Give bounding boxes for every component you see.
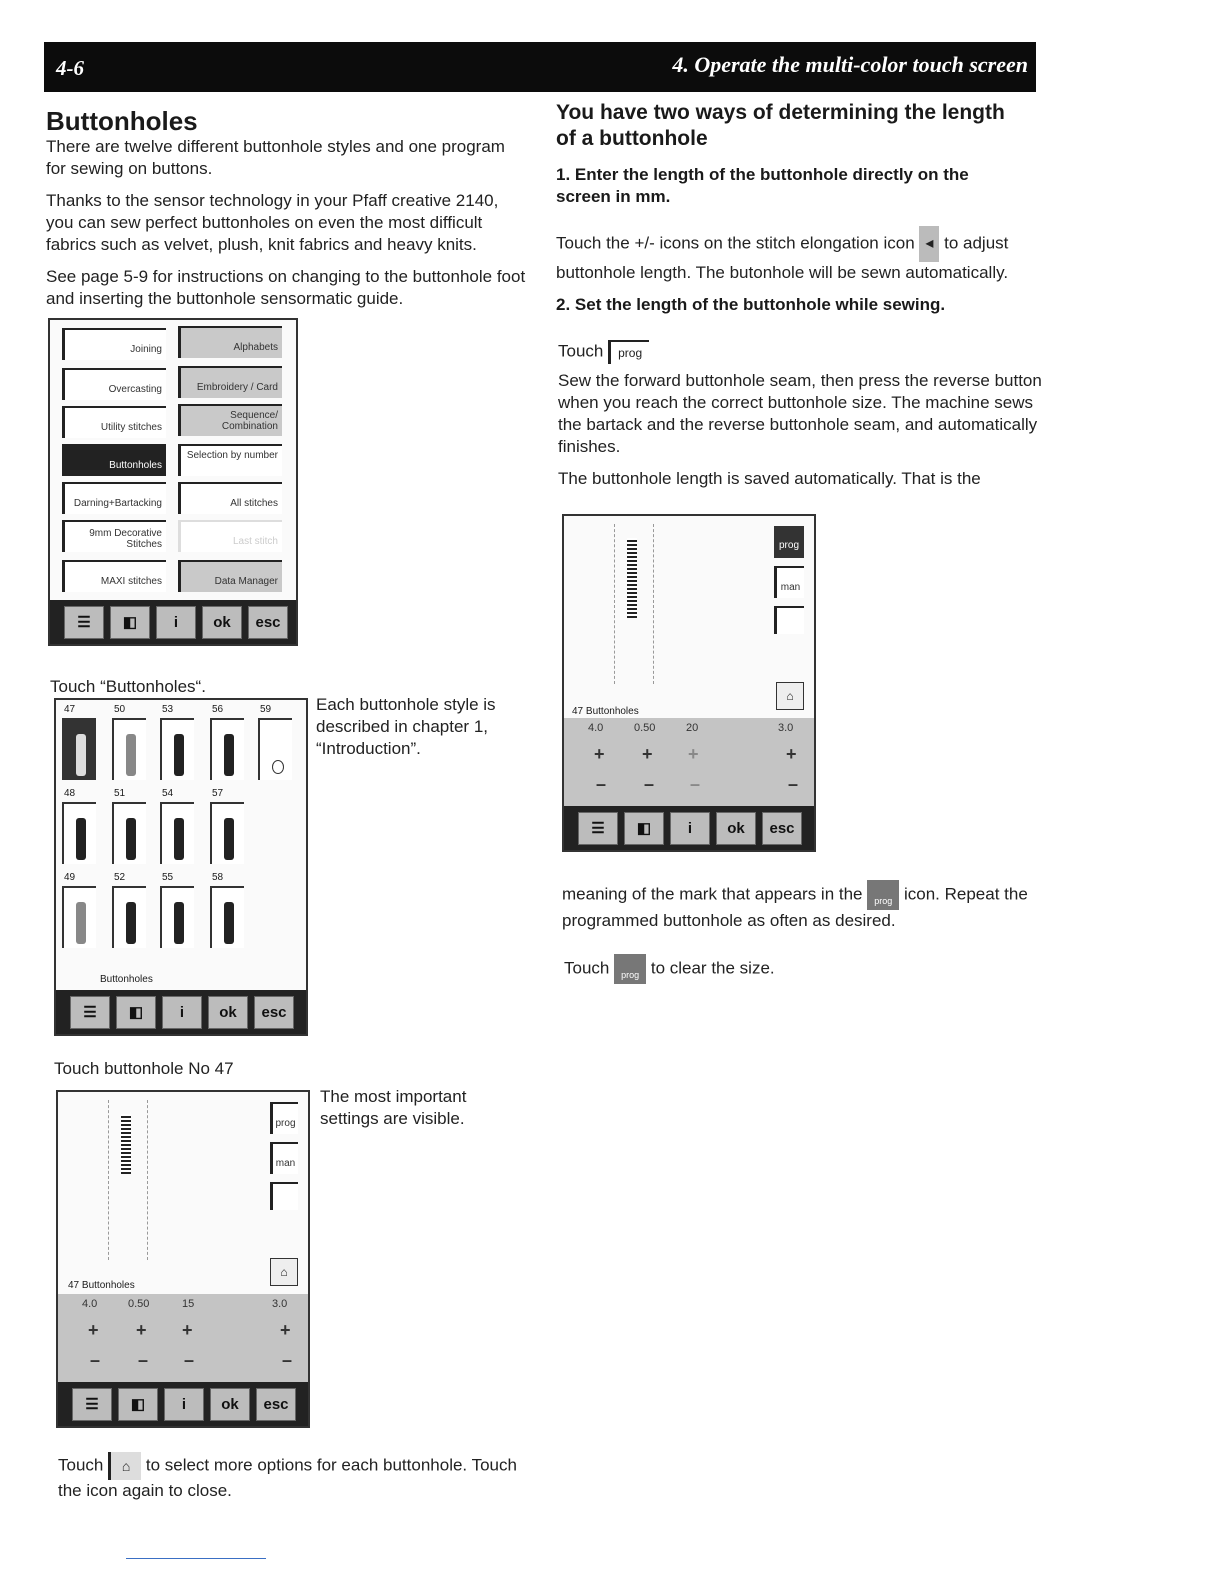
options-icon[interactable]: ⌂ [776,682,804,710]
window-icon[interactable]: ◧ [624,812,664,845]
ok-icon[interactable]: ok [716,812,756,845]
tension-value: 3.0 [272,1298,288,1310]
caption-options: Touch ⌂ to select more options for each buttonhole. Touch the icon again to close. [58,1452,518,1502]
buttonhole-53[interactable]: 53 [160,718,194,780]
menu-icon[interactable]: ☰ [72,1388,112,1421]
minus-icon[interactable]: – [138,1350,149,1370]
selection-by-number-button[interactable]: Selection by number [178,444,282,476]
plus-icon[interactable]: + [642,744,653,764]
plus-icon[interactable]: + [182,1320,193,1340]
stitch-width-value: 4.0 [82,1298,98,1310]
section-title: Buttonholes [46,106,198,136]
buttonhole-stitch-icon [121,1114,131,1174]
joining-button[interactable]: Joining [62,328,166,360]
info-icon[interactable]: i [162,996,202,1029]
info-icon[interactable]: i [156,606,196,639]
prog-mark-icon: prog [867,880,899,910]
options-icon[interactable]: ⌂ [270,1258,298,1286]
prog-clear-icon: prog [614,954,646,984]
buttonhole-49[interactable]: 49 [62,886,96,948]
paragraph: Thanks to the sensor technology in your Pfaff creative 2140, you can sew perfect buttonholes on even the most difficult fabrics such as velvet, plush, knit fabrics and heavy knits. [46,191,499,254]
mode-button[interactable] [774,606,804,634]
buttonhole-57[interactable]: 57 [210,802,244,864]
clear-size-text: Touch prog to clear the size. [564,954,775,984]
buttonhole-58[interactable]: 58 [210,886,244,948]
last-stitch-button[interactable]: Last stitch [178,520,282,552]
tension-value: 3.0 [778,722,794,734]
prog-button[interactable]: prog [774,526,804,558]
sequence-combination-button[interactable]: Sequence/ Combination [178,404,282,436]
plus-icon[interactable]: + [786,744,797,764]
screen-label: 47 Buttonholes [572,706,639,717]
utility-stitches-button[interactable]: Utility stitches [62,406,166,438]
stitch-length-value: 0.50 [128,1298,150,1310]
screen-toolbar [58,1382,308,1426]
paragraph: There are twelve different buttonhole styles and one program for sewing on buttons. [46,137,505,178]
stitch-preview [108,1100,148,1260]
info-icon[interactable]: i [670,812,710,845]
maxi-stitches-button[interactable]: MAXI stitches [62,560,166,592]
side-note-settings: The most important settings are visible. [320,1087,467,1128]
step2-touch: Touch prog [558,340,649,364]
prog-meaning-text: meaning of the mark that appears in the prog icon. Repeat the programmed buttonhole as often as desired. [562,880,1042,932]
ok-icon[interactable]: ok [208,996,248,1029]
buttonhole-styles-screen [54,698,308,1036]
menu-icon[interactable]: ☰ [64,606,104,639]
plus-icon[interactable]: + [88,1320,99,1340]
plus-icon[interactable]: + [280,1320,291,1340]
stitch-menu-screen [48,318,298,646]
minus-icon[interactable]: – [690,774,701,794]
menu-icon[interactable]: ☰ [578,812,618,845]
intro-text [46,136,526,320]
minus-icon[interactable]: – [184,1350,195,1370]
divider [126,1558,266,1559]
buttonhole-55[interactable]: 55 [160,886,194,948]
data-manager-button[interactable]: Data Manager [178,560,282,592]
step1-text: Touch the +/- icons on the stitch elongation icon ◂ to adjust buttonhole length. The butonhole will be sewn automatically. [556,226,1046,284]
right-title: You have two ways of determining the length of a buttonhole [556,101,1005,150]
minus-icon[interactable]: – [90,1350,101,1370]
settings-panel [58,1294,308,1390]
alphabets-button[interactable]: Alphabets [178,326,282,358]
prog-screen [562,514,816,852]
man-button[interactable]: man [774,566,804,598]
paragraph: See page 5-9 for instructions on changing to the buttonhole foot and inserting the buttonhole sensormatic guide. [46,267,526,308]
overcasting-button[interactable]: Overcasting [62,368,166,400]
buttonhole-47[interactable]: 47 [62,718,96,780]
esc-icon[interactable]: esc [254,996,294,1029]
embroidery-card-button[interactable]: Embroidery / Card [178,366,282,398]
buttonhole-50[interactable]: 50 [112,718,146,780]
buttonhole-48[interactable]: 48 [62,802,96,864]
ok-icon[interactable]: ok [202,606,242,639]
screen-label: Buttonholes [100,974,153,985]
elongation-value: 20 [686,722,699,734]
page-number: 4-6 [56,56,84,80]
minus-icon[interactable]: – [596,774,607,794]
buttonhole-54[interactable]: 54 [160,802,194,864]
esc-icon[interactable]: esc [762,812,802,845]
screen-toolbar [564,806,814,850]
step2-title: 2. Set the length of the buttonhole while sewing. [556,295,946,314]
esc-icon[interactable]: esc [248,606,288,639]
stitch-length-value: 0.50 [634,722,656,734]
screen-label: 47 Buttonholes [68,1280,135,1291]
buttonhole-59[interactable]: 59 [258,718,292,780]
mode-button[interactable] [270,1182,298,1210]
caption-no47: Touch buttonhole No 47 [54,1059,234,1078]
window-icon[interactable]: ◧ [118,1388,158,1421]
prog-button[interactable]: prog [270,1102,298,1134]
darning-button[interactable]: Darning+Bartacking [62,482,166,514]
elongation-icon: ◂ [919,226,939,262]
chapter-title: 4. Operate the multi-color touch screen [672,52,1028,77]
minus-icon[interactable]: – [282,1350,293,1370]
step1-title: 1. Enter the length of the buttonhole directly on the screen in mm. [556,165,969,206]
step2-text: Sew the forward buttonhole seam, then press the reverse button when you reach the correct buttonhole size. The machine sews the bartack and the reverse buttonhole seam, and automatically finishes. The buttonhole length is saved automatically. That is the [558,371,1042,488]
decorative-stitches-button[interactable]: 9mm Decorative Stitches [62,520,166,552]
side-note-chapter: Each buttonhole style is described in chapter 1, “Introduction”. [316,695,496,758]
window-icon[interactable]: ◧ [116,996,156,1029]
buttonhole-stitch-icon [627,538,637,618]
plus-icon[interactable]: + [136,1320,147,1340]
caption-buttonholes: Touch “Buttonholes“. [50,677,206,696]
prog-icon: prog [608,340,649,364]
stitch-width-value: 4.0 [588,722,604,734]
esc-icon[interactable]: esc [256,1388,296,1421]
window-icon[interactable]: ◧ [110,606,150,639]
buttonhole-52[interactable]: 52 [112,886,146,948]
settings-panel [564,718,814,814]
ok-icon[interactable]: ok [210,1388,250,1421]
plus-icon[interactable]: + [594,744,605,764]
buttonhole-56[interactable]: 56 [210,718,244,780]
minus-icon[interactable]: – [788,774,799,794]
elongation-value: 15 [182,1298,195,1310]
man-button[interactable]: man [270,1142,298,1174]
screen-toolbar [50,600,296,644]
minus-icon[interactable]: – [644,774,655,794]
buttonholes-button[interactable]: Buttonholes [62,444,166,476]
stitch-preview [614,524,654,684]
menu-icon[interactable]: ☰ [70,996,110,1029]
buttonhole-detail-screen [56,1090,310,1428]
plus-icon[interactable]: + [688,744,699,764]
screen-toolbar [56,990,306,1034]
info-icon[interactable]: i [164,1388,204,1421]
options-icon: ⌂ [108,1452,141,1480]
page-header [44,42,1036,92]
all-stitches-button[interactable]: All stitches [178,482,282,514]
buttonhole-51[interactable]: 51 [112,802,146,864]
